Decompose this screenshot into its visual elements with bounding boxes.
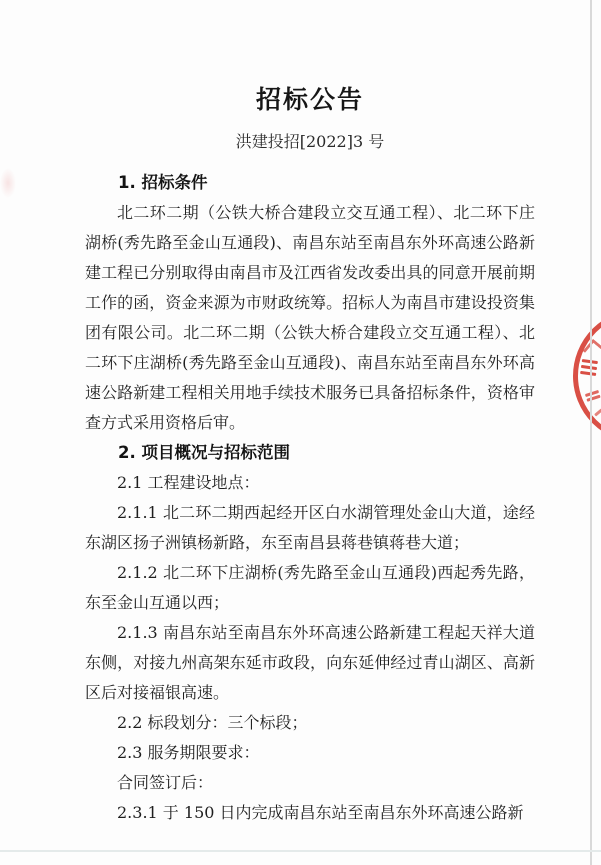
body-paragraph: 2.1.1 北二环二期西起经开区白水湖管理处金山大道，途经东湖区扬子洲镇杨新路，东至南昌县蒋巷镇蒋巷大道；: [85, 503, 535, 552]
body-paragraph: 北二环二期（公铁大桥合建段立交互通工程）、北二环下庄湖桥(秀先路至金山互通段)、南昌东站至南昌东外环高速公路新建工程已分别取得由南昌市及江西省发改委出具的同意开展前期工作的函，资金来源为市财政统筹。招标人为南昌市建设投资集团有限公司。北二环二期（公铁大桥合建段立交互通工程）、北二环下庄湖桥(秀先路至金山互通段)、南昌东站至南昌东外环高速公路新建工程相关用地手续技术服务已具备招标条件，资格审查方式采用资格后审。: [85, 203, 535, 432]
document-reference-number: 洪建投招[2022]3 号: [235, 132, 385, 151]
body-paragraph: 2.1.3 南昌东站至南昌东外环高速公路新建工程起天祥大道东侧，对接九州高架东延市政段，向东延伸经过青山湖区、高新区后对接福银高速。: [85, 623, 535, 702]
seal-glyph-mark: [581, 365, 597, 370]
document-title: 招标公告: [255, 85, 364, 114]
body-paragraph: 2.3.1 于 150 日内完成南昌东站至南昌东外环高速公路新: [117, 803, 524, 822]
body-paragraph: 2.2 标段划分：三个标段；: [117, 713, 308, 732]
body-paragraph: 2.1 工程建设地点：: [117, 473, 260, 492]
body-paragraph: 2.1.2 北二环下庄湖桥(秀先路至金山互通段)西起秀先路，东至金山互通以西；: [85, 563, 535, 612]
section-heading: 2. 项目概况与招标范围: [118, 443, 290, 462]
red-seal-stamp-icon: [573, 309, 601, 443]
seal-glyph-mark: [594, 408, 601, 416]
scan-edge-line-bottom: [0, 850, 601, 852]
ink-bleed-smudge: [0, 168, 16, 198]
section-heading: 1. 招标条件: [118, 173, 208, 192]
scan-edge-line-right: [590, 0, 592, 865]
document-body: [85, 168, 535, 828]
seal-glyph-mark: [585, 390, 599, 397]
body-paragraph: 合同签订后：: [117, 773, 214, 792]
body-paragraph: 2.3 服务期限要求：: [117, 743, 260, 762]
